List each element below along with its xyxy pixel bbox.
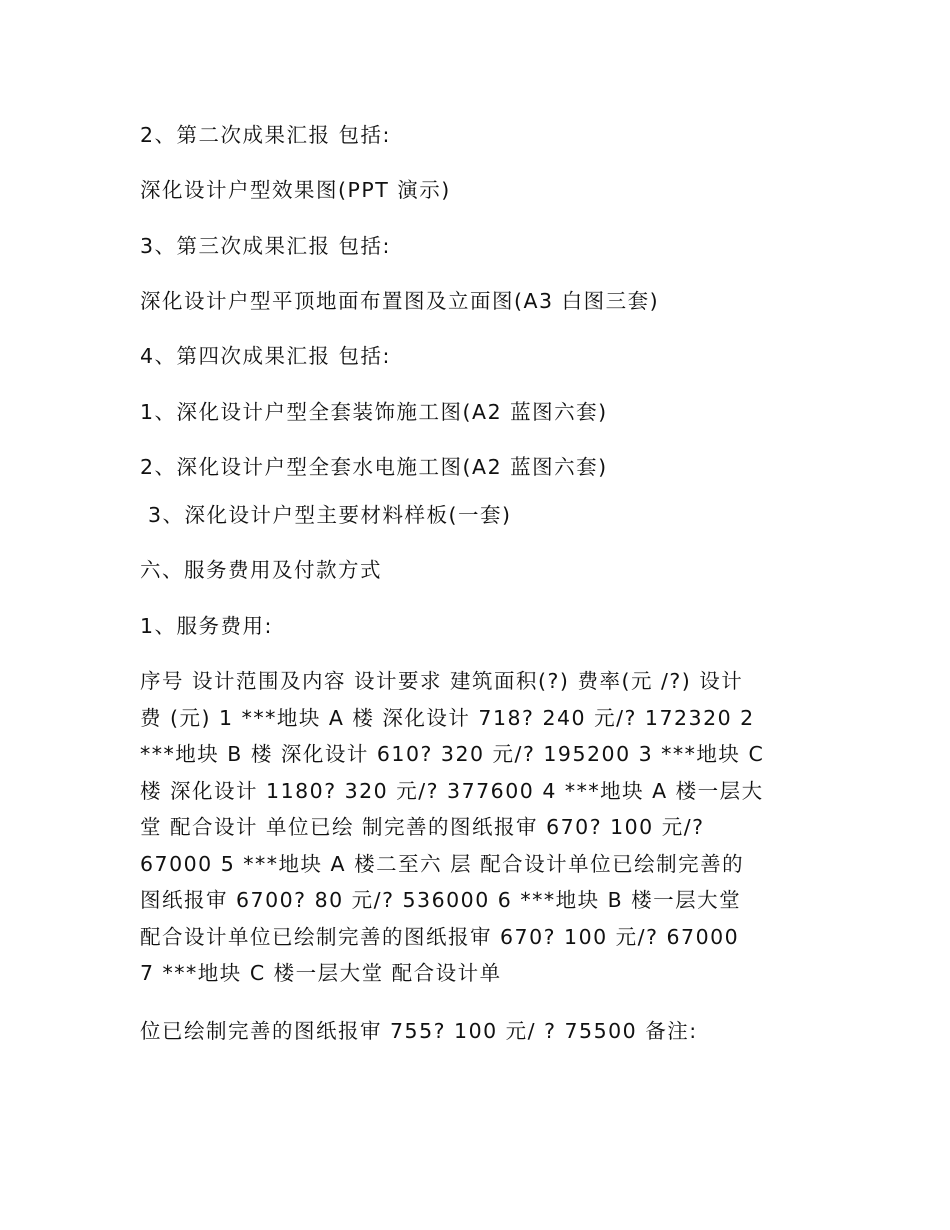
section-report-4: 4、第四次成果汇报 包括: xyxy=(140,344,391,368)
fee-paragraph-line: 7 ***地块 C 楼一层大堂 配合设计单 xyxy=(140,961,502,985)
fee-paragraph-line: 费 (元) 1 ***地块 A 楼 深化设计 718? 240 元/? 172320 2 xyxy=(140,705,755,730)
fee-paragraph-line: 楼 深化设计 1180? 320 元/? 377600 4 ***地块 A 楼一层大 xyxy=(140,778,764,803)
fee-paragraph-line: 67000 5 ***地块 A 楼二至六 层 配合设计单位已绘制完善的 xyxy=(140,851,745,876)
report-4-item-1: 1、深化设计户型全套装饰施工图(A2 蓝图六套) xyxy=(140,400,608,424)
fee-paragraph-line: 堂 配合设计 单位已绘 制完善的图纸报审 670? 100 元/? xyxy=(140,815,705,839)
report-2-item: 深化设计户型效果图(PPT 演示) xyxy=(140,178,451,202)
fee-paragraph-line: 图纸报审 6700? 80 元/? 536000 6 ***地块 B 楼一层大堂 xyxy=(140,888,742,912)
fee-paragraph-line: 配合设计单位已绘制完善的图纸报审 670? 100 元/? 67000 xyxy=(140,924,740,949)
service-fee-heading: 1、服务费用: xyxy=(140,614,273,638)
section-six-heading: 六、服务费用及付款方式 xyxy=(140,558,382,582)
fee-table-paragraph xyxy=(140,663,820,992)
fee-paragraph-line: 序号 设计范围及内容 设计要求 建筑面积(?) 费率(元 /?) 设计 xyxy=(140,669,744,693)
section-report-2: 2、第二次成果汇报 包括: xyxy=(140,123,391,147)
section-report-3: 3、第三次成果汇报 包括: xyxy=(140,234,391,258)
fee-paragraph-last-line: 位已绘制完善的图纸报审 755? 100 元/ ? 75500 备注: xyxy=(140,1019,698,1043)
fee-paragraph-line: ***地块 B 楼 深化设计 610? 320 元/? 195200 3 ***地块 C xyxy=(140,742,765,766)
report-4-item-3: 3、深化设计户型主要材料样板(一套) xyxy=(140,503,512,527)
report-3-item: 深化设计户型平顶地面布置图及立面图(A3 白图三套) xyxy=(140,289,660,313)
report-4-item-2: 2、深化设计户型全套水电施工图(A2 蓝图六套) xyxy=(140,455,608,479)
